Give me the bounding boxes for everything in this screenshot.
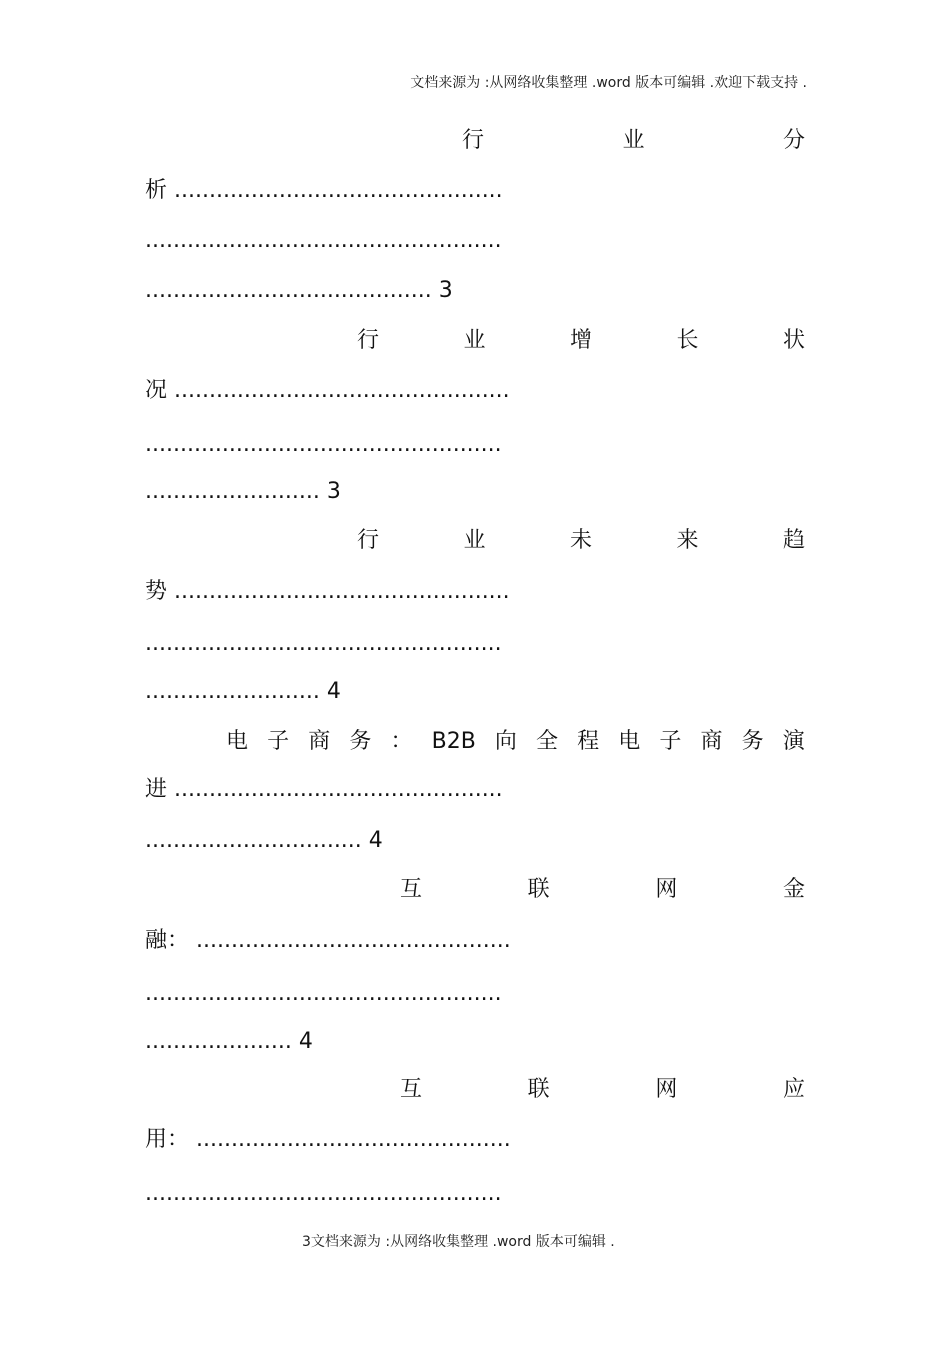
title-char: 演 [782,729,805,754]
title-char: 务 [349,729,372,754]
page-header: 文档来源为 :从网络收集整理 .word 版本可编辑 .欢迎下载支持 . [410,75,807,91]
toc-title-2 [357,326,805,356]
title-char: 状 [782,328,805,353]
toc-line: 势 ................................................ [145,579,510,604]
title-char: 业 [463,328,486,353]
toc-line-page: ......................... 4 [145,679,341,704]
toc-line: 进 ............................................... [145,777,503,802]
title-char: 互 [400,877,423,902]
title-char: 金 [782,877,805,902]
toc-title-1 [462,126,805,156]
title-char: 网 [655,1077,678,1102]
title-char: 电 [618,729,641,754]
toc-title-4 [226,727,805,757]
title-char: 全 [536,729,559,754]
title-char: 趋 [782,528,805,553]
title-char: B2B [431,729,476,754]
title-char: 行 [462,128,485,153]
title-char: 互 [400,1077,423,1102]
toc-title-6 [400,1075,805,1105]
toc-line: ................................................... [145,228,502,253]
title-char: 联 [527,1077,550,1102]
title-char: 业 [622,128,645,153]
title-char: 向 [494,729,517,754]
title-char: 分 [782,128,805,153]
toc-line-page: ......................................... 3 [145,278,453,303]
title-char: 增 [569,328,592,353]
toc-line-page: ..................... 4 [145,1029,313,1054]
title-char: 程 [577,729,600,754]
title-char: 未 [569,528,592,553]
title-char: 行 [357,528,380,553]
toc-line: 融： ............................................. [145,928,511,953]
toc-line: ................................................... [145,981,502,1006]
toc-line: ................................................... [145,1181,502,1206]
toc-line: 况 ................................................ [145,378,510,403]
title-char: 长 [676,328,699,353]
page-footer: 3文档来源为 :从网络收集整理 .word 版本可编辑 . [302,1234,615,1250]
title-char: 来 [676,528,699,553]
title-char: 业 [463,528,486,553]
title-char: 电 [226,729,249,754]
title-char: 商 [308,729,331,754]
toc-line: ................................................... [145,432,502,457]
title-char: 应 [782,1077,805,1102]
title-char: 子 [267,729,290,754]
toc-line: ................................................... [145,631,502,656]
toc-line: 析 ............................................... [145,178,503,203]
title-char: 网 [655,877,678,902]
title-char: 子 [659,729,682,754]
toc-title-5 [400,875,805,905]
toc-title-3 [357,526,805,556]
title-char: 联 [527,877,550,902]
toc-line-page: ......................... 3 [145,479,341,504]
title-char: 行 [357,328,380,353]
toc-line-page: ............................... 4 [145,828,383,853]
title-char: 务 [741,729,764,754]
toc-line: 用： ............................................. [145,1127,511,1152]
title-char: 商 [700,729,723,754]
title-char: ： [390,729,413,754]
